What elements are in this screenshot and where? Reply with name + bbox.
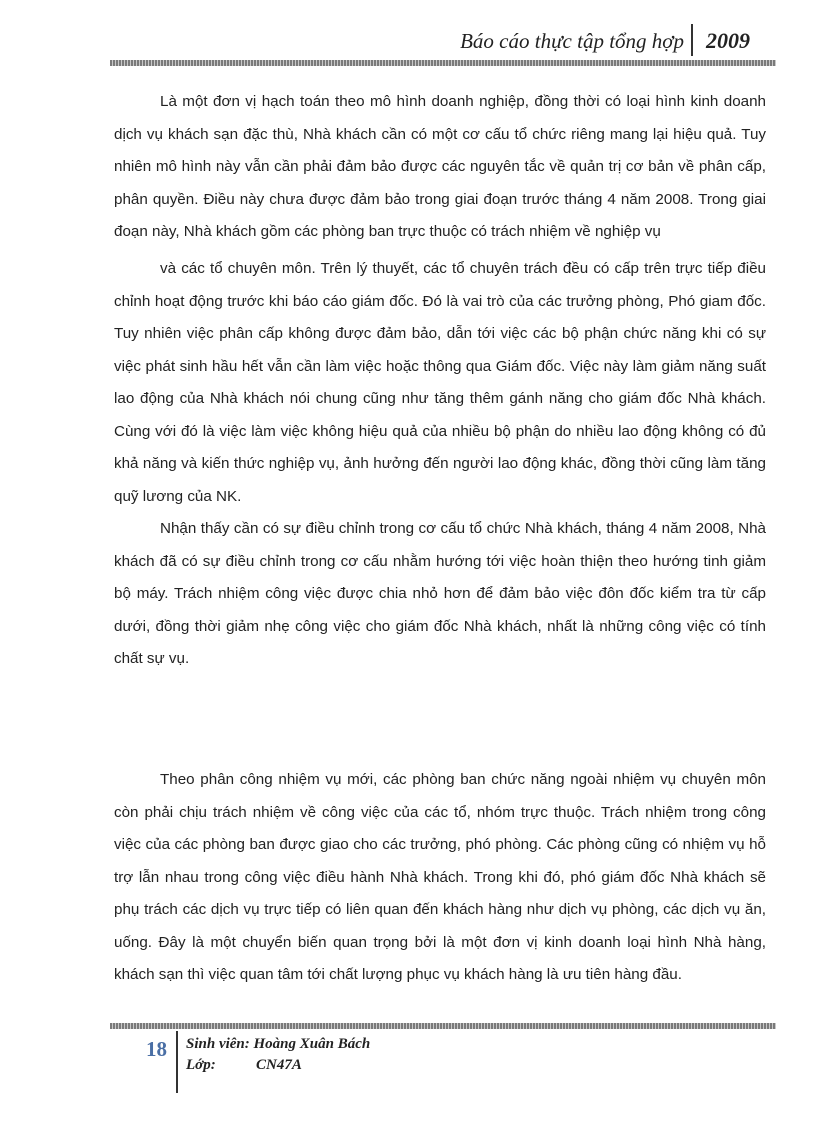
paragraph-2-text: và các tổ chuyên môn. Trên lý thuyết, các tổ chuyên trách đều có cấp trên trực tiếp điều chỉnh hoạt động trước khi báo cáo giám đốc. Đó là vai trò của các trưởng phòng, Phó giam đốc. Tuy nhiên việc phân cấp không được đảm bảo, dẫn tới việc các bộ phận chức năng khi có sự việc phát sinh hầu hết vẫn cần làm việc hoặc thông qua Giám đốc. Việc này làm giảm năng suất lao động của Nhà khách nói chung cũng như tăng thêm gánh năng cho giám đốc Nhà khách. Cùng với đó là việc làm việc không hiệu quả của nhiều bộ phận do nhiều lao động không có đủ khả năng và kiến thức nghiệp vụ, ảnh hưởng đến người lao động khác, đồng thời cũng làm tăng quỹ lương của NK.	[114, 260, 766, 505]
page-header	[110, 18, 776, 58]
class-value: CN47A	[256, 1057, 302, 1073]
paragraph-2	[114, 253, 766, 513]
footer-rule	[110, 1023, 776, 1029]
footer-separator	[176, 1031, 178, 1093]
paragraph-3: Nhận thấy cần có sự điều chỉnh trong cơ cấu tổ chức Nhà khách, tháng 4 năm 2008, Nhà khách đã có sự điều chỉnh trong cơ cấu nhằm hướng tới việc hoàn thiện theo hướng tinh giảm bộ máy. Trách nhiệm công việc được chia nhỏ hơn để đảm bảo việc đôn đốc kiểm tra từ cấp dưới, đồng thời giảm nhẹ công việc cho giám đốc Nhà khách, nhất là những công việc có tính chất sự vụ.	[114, 520, 766, 667]
header-rule	[110, 60, 776, 66]
paragraph-1: Là một đơn vị hạch toán theo mô hình doanh nghiệp, đồng thời có loại hình kinh doanh dịch vụ khách sạn đặc thù, Nhà khách cần có một cơ cấu tổ chức riêng mang lại hiệu quả. Tuy nhiên mô hình này vẫn cần phải đảm bảo được các nguyên tắc về quản trị cơ bản về phân cấp, phân quyền. Điều này chưa được đảm bảo trong giai đoạn trước tháng 4 năm 2008. Trong giai đoạn này, Nhà khách gồm các phòng ban trực thuộc có trách nhiệm về nghiệp vụ	[114, 93, 766, 240]
page-footer	[110, 1023, 776, 1093]
report-year: 2009	[706, 28, 750, 53]
page-number: 18	[146, 1037, 167, 1061]
class-label: Lớp:	[186, 1057, 216, 1073]
paragraph-4: Theo phân công nhiệm vụ mới, các phòng ban chức năng ngoài nhiệm vụ chuyên môn còn phải chịu trách nhiệm về công việc của các tổ, nhóm trực thuộc. Trách nhiệm trong công việc của các phòng ban được giao cho các trưởng, phó phòng. Các phòng cũng có nhiệm vụ hỗ trợ lẫn nhau trong công việc điều hành Nhà khách. Trong khi đó, phó giám đốc Nhà khách sẽ phụ trách các dịch vụ trực tiếp có liên quan đến khách hàng như dịch vụ phòng, các dịch vụ ăn, uống. Đây là một chuyển biến quan trọng bởi là một đơn vị kinh doanh loại hình Nhà hàng, khách sạn thì việc quan tâm tới chất lượng phục vụ khách hàng là ưu tiên hàng đầu.	[114, 771, 766, 983]
header-separator	[691, 24, 693, 56]
report-title: Báo cáo thực tập tổng hợp	[460, 29, 684, 53]
student-name: Sinh viên: Hoàng Xuân Bách	[186, 1036, 371, 1052]
